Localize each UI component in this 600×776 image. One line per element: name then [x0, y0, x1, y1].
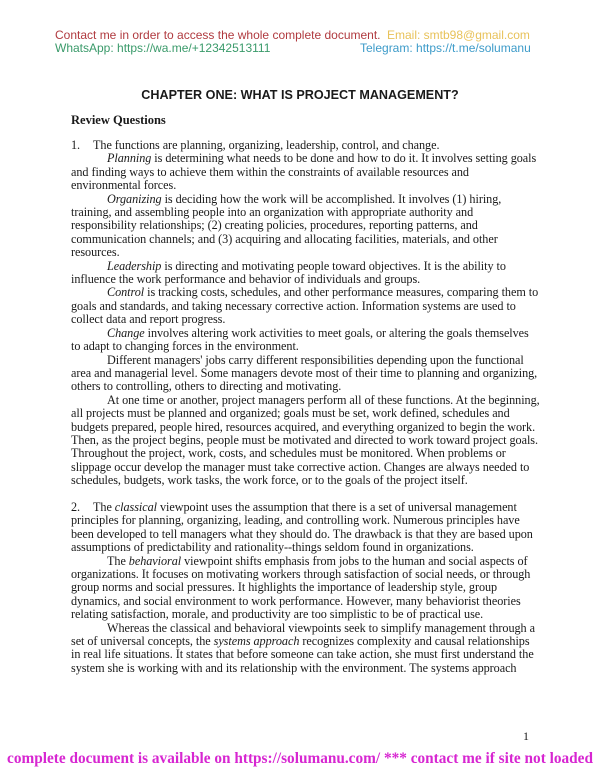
classical-term: classical	[114, 499, 157, 514]
behavioral-paragraph: The behavioral viewpoint shifts emphasis from jobs to the human and social aspects of organizations. It focuses on motivating workers through satisfaction of social needs, or through group norms and social pressures. It highlights the importance of leadership style, group dynamics, and social environment to work performance. However, many behaviorist theories relating satisfaction, morale, and productivity are too simplistic to be of practical use.	[71, 553, 531, 622]
contact-notice: Contact me in order to access the whole complete document.	[55, 28, 381, 42]
systems-text: recognizes complexity and causal relationships in real life situations. It states that before someone can take action, she must first understand the system she is working with and its relationship with the environment. The systems approach	[71, 634, 534, 675]
leadership-paragraph	[71, 260, 541, 287]
organizing-text: is deciding how the work will be accomplished. It involves (1) hiring, training, and assembling people into an organization with appropriate authority and responsibility relationships; (2) creating policies, procedures, reporting patterns, and communication channels; and (3) acquiring and allocating facilities, materials, and other resources.	[71, 191, 502, 260]
change-term: Change	[107, 325, 145, 340]
systems-paragraph: Whereas the classical and behavioral viewpoints seek to simplify management through a set of universal concepts, the systems approach recognizes complexity and causal relationships in real life situations. It states that before someone can take action, she must first understand the system she is working with and its relationship with the environment. The systems approach	[71, 620, 535, 675]
question-2-classical: 2. The classical viewpoint uses the assumption that there is a set of universal management principles for planning, organizing, leading, and controlling work. Numerous principles have been developed to tell managers what they should do. The drawback is that they are based upon assumptions of predictability and rationality--things seldom found in organizations.	[71, 499, 533, 555]
telegram-link[interactable]: Telegram: https://t.me/solumanu	[360, 41, 531, 55]
planning-text: is determining what needs to be done and how to do it. It involves setting goals and finding ways to achieve them within the constraints of available resources and environmental forces.	[71, 151, 537, 193]
organizing-paragraph	[71, 193, 541, 260]
whatsapp-link[interactable]: WhatsApp: https://wa.me/+12342513111	[55, 41, 271, 55]
behavioral-text: viewpoint shifts emphasis from jobs to the human and social aspects of organizations. It focuses on motivating workers through satisfaction of social needs, or through group norms and social pressures. It highlights the importance of leadership style, group dynamics, and social environment to work performance. However, many behaviorist theories relating satisfaction, morale, and productivity are too simplistic to be of practical use.	[71, 553, 531, 622]
page-number: 1	[523, 729, 529, 743]
planning-paragraph	[71, 152, 541, 192]
question-number: 2.	[71, 499, 81, 514]
systems-term: systems approach	[213, 634, 300, 649]
leadership-term: Leadership	[107, 258, 162, 273]
email-contact: Email: smtb98@gmail.com	[387, 28, 530, 42]
footer-banner[interactable]: complete document is available on https://solumanu.com/ *** contact me if site not loaded	[7, 750, 593, 767]
question-1-text: The functions are planning, organizing, leadership, control, and change.	[93, 138, 440, 152]
document-body	[71, 139, 541, 675]
leadership-text: is directing and motivating people toward objectives. It is the ability to influence the work performance and behavior of individuals and groups.	[71, 258, 506, 287]
chapter-title: CHAPTER ONE: WHAT IS PROJECT MANAGEMENT?	[141, 88, 459, 102]
question-number: 1.	[71, 138, 81, 152]
planning-term: Planning	[107, 151, 152, 166]
organizing-term: Organizing	[107, 191, 162, 206]
functions-paragraph: At one time or another, project managers perform all of these functions. At the beginning, all projects must be planned and organized; goals must be set, work defined, schedules and budgets prepared, people hired, resources acquired, and everything organized to begin the work. Then, as the project begins, people must be motivated and directed to work toward project goals. Throughout the project, work, costs, and schedules must be monitored. When problems or slippage occur develop the manager must take corrective action. Changes are always needed to schedules, budgets, work tasks, the work force, or to the goals of the project itself.	[71, 392, 540, 488]
question-1-intro	[71, 139, 541, 152]
control-term: Control	[107, 285, 145, 300]
control-paragraph	[71, 286, 541, 326]
control-text: is tracking costs, schedules, and other performance measures, comparing them to goals and standards, and taking necessary corrective action. Information systems are used to collect data and report progress.	[71, 285, 539, 327]
classical-text: viewpoint uses the assumption that there is a set of universal management principles for planning, organizing, leading, and controlling work. Numerous principles have been developed to tell managers what they should do. The drawback is that they are based upon assumptions of predictability and rationality--things seldom found in organizations.	[71, 499, 533, 555]
change-text: involves altering work activities to meet goals, or altering the goals themselves to adapt to changing forces in the environment.	[71, 325, 529, 354]
section-heading: Review Questions	[71, 113, 166, 127]
change-paragraph	[71, 327, 541, 354]
managers-paragraph: Different managers' jobs carry different responsibilities depending upon the functional area and managerial level. Some managers devote most of their time to planning and organizing, others to controlling, others to directing and motivating.	[71, 352, 538, 394]
behavioral-term: behavioral	[128, 553, 182, 568]
